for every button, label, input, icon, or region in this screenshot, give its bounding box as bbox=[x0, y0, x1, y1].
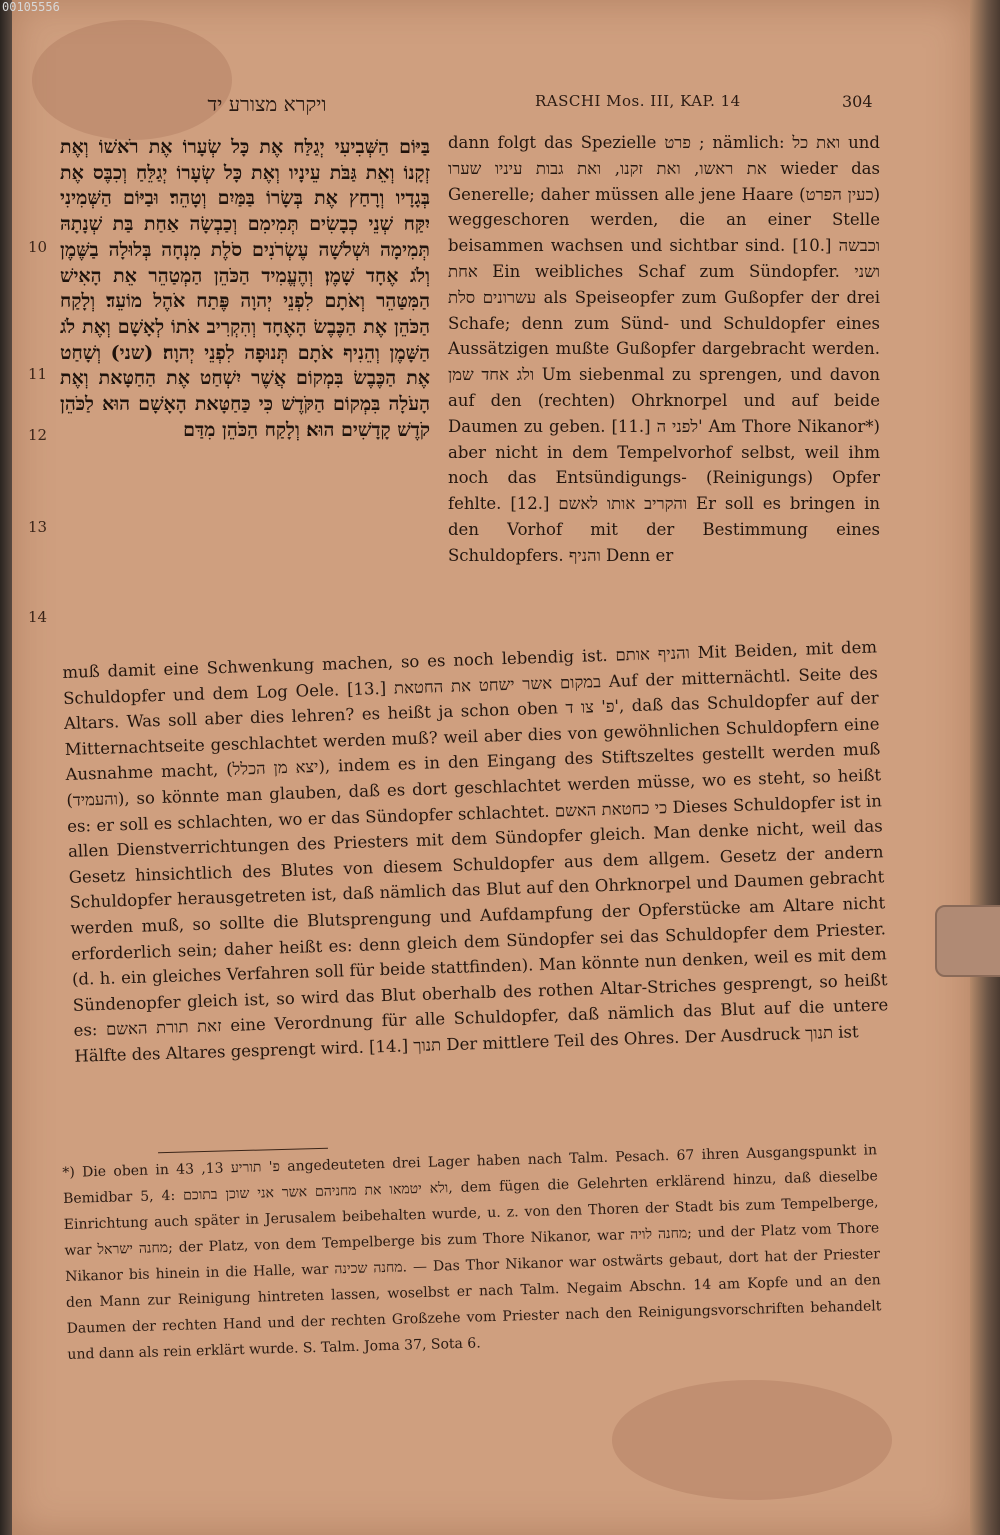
footnote: *) Die oben in פ' תוריע 13, 43 angedeuteten drei Lager haben nach Talm. Pesach. 67 ihren Ausgangspunkt in Bemidbar 5, 4: ולא יטמאו את מחניהם אשר אני שוכן בתוכם, dem fügen die Gelehrten erklärend hinzu, daß dieselbe Einrichtung auch später in Jerusalem beibehalten wurde, u. z. von den Thoren der Stadt bis zum Tempelberge, war מחנה ישראל; der Platz, von dem Tempelberge bis zum Thore Nikanor, war מחנה לויה; und der Platz vom Thore Nikanor bis hinein in die Halle, war מחנה שכינה. — Das Thor Nikanor war ostwärts gebaut, dort hat der Priester den Mann zur Reinigung hintreten lassen, woselbst er nach Talm. Negaim Abschn. 14 am Kopfe und an den Daumen der rechten Hand und der rechten Großzehe vom Priester nach den Reinigungsvorschriften behandelt und dann als rein erklärt wurde. S. Talm. Joma 37, Sota 6. bbox=[62, 1142, 882, 1363]
verse-number: 11 bbox=[28, 365, 48, 383]
commentary-continued: muß damit eine Schwenkung machen, so es noch lebendig ist. והניף אותם Mit Beiden, mit dem Schuldopfer und dem Log Oele. [13.] במקום אשר ישחט את החטאת Auf der mitternächtl. Seite des Altars. Was soll aber dies lehren? es heißt ja schon oben פ' צו ד', daß das Schuldopfer auf der Mitternachtseite geschlachtet werden muß? weil aber dies von gewöhnlichen Schuldopfern eine Ausnahme macht, (יצא מן הכלל), indem es in den Eingang des Stiftszeltes gestellt werden muß (והעמיד), so könnte man glauben, daß es dort geschlachtet werden müsse, wo es steht, so heißt es: er soll es schlachten, wo er das Sündopfer schlachtet. כי כחטאת האשם Dieses Schuldopfer ist in allen Dienstverrichtungen des Priesters mit dem Sündopfer gleich. Man denke nicht, weil das Gesetz hinsichtlich des Blutes von diesem Schuldopfer aus dem allgem. Gesetz der andern Schuldopfer herausgetreten ist, daß nämlich das Blut auf den Ohrknorpel und Daumen gebracht werden muß, so sollte die Blutsprengung und Aufdampfung der Opferstücke am Altare nicht erforderlich sein; daher heißt es: denn gleich dem Sündopfer sei das Schuldopfer dem Priester. (d. h. ein gleiches Verfahren soll für beide stattfinden). Man könnte nun denken, weil es mit dem Sündenopfer gleich ist, so wird das Blut oberhalb des rothen Altar-Striches gesprengt, so heißt es: זאת תורת האשם eine Verordnung für alle Schuldopfer, daß nämlich das Blut auf die untere Hälfte des Altares gesprengt wird. [14.] תנוך Der mittlere Teil des Ohres. Der Ausdruck תנוך ist bbox=[62, 637, 889, 1066]
verse-number: 13 bbox=[28, 518, 48, 536]
commentary-column: dann folgt das Spezielle פרט ; nämlich: ואת כל und את ראשו, ואת זקנו, ואת גבות עיניו שערו wieder das Generelle; daher müssen alle jene Haare (כעין הפרט) weggeschoren werden, die an einer Stelle beisammen wachsen und sichtbar sind. [10.] וכבשה אחת Ein weibliches Schaf zum Sündopfer. ושני עשרונים סלת als Speiseopfer zum Gußopfer der drei Schafe; denn zum Sünd- und Schuldopfer eines Aussätzigen mußte Gußopfer dargebracht werden. ולג אחד שמן Um siebenmal zu sprengen, und davon auf den (rechten) Ohrknorpel und auf beide Daumen zu geben. [11.] לפני ה' Am Thore Nikanor*) aber nicht in dem Tempelvorhof selbst, weil ihm noch das Entsündigungs- (Reinigungs) Opfer fehlte. [12.] והקריב אותו לאשם Er soll es bringen in den Vorhof mit der Bestimmung eines Schuldopfers. והניף Denn er bbox=[448, 133, 881, 565]
catalog-id: 00105556 bbox=[2, 0, 60, 14]
thumb-index-tab[interactable] bbox=[935, 905, 1000, 977]
page-stain bbox=[612, 1380, 892, 1500]
verse-number: 12 bbox=[28, 426, 48, 444]
page-number: 304 bbox=[842, 92, 873, 111]
hebrew-scripture-text: בַּיּוֹם הַשְּׁבִיעִי יְגַלַּח אֶת כָּל שְׂעָרוֹ אֶת רֹאשׁוֹ וְאֶת זְקָנוֹ וְאֵת גַּבֹּת עֵינָיו וְאֶת כָּל שְׂעָרוֹ יְגַלֵּחַ וְכִבֶּס אֶת בְּגָדָיו וְרָחַץ אֶת בְּשָׂרוֹ בַּמַּיִם וְטָהֵר׃ וּבַיּוֹם הַשְּׁמִינִי יִקַּח שְׁנֵי כְבָשִׂים תְּמִימִם וְכַבְשָׂה אַחַת בַּת שְׁנָתָהּ תְּמִימָה וּשְׁלֹשָׁה עֶשְׂרֹנִים סֹלֶת מִנְחָה בְּלוּלָה בַשֶּׁמֶן וְלֹג אֶחָד שָׁמֶן׃ וְהֶעֱמִיד הַכֹּהֵן הַמְטַהֵר אֵת הָאִישׁ הַמִּטַּהֵר וְאֹתָם לִפְנֵי יְהוָה פֶּתַח אֹהֶל מוֹעֵד׃ וְלָקַח הַכֹּהֵן אֶת הַכֶּבֶשׂ הָאֶחָד וְהִקְרִיב אֹתוֹ לְאָשָׁם וְאֶת לֹג הַשָּׁמֶן וְהֵנִיף אֹתָם תְּנוּפָה לִפְנֵי יְהוָה׃ (שני) וְשָׁחַט אֶת הַכֶּבֶשׂ בִּמְקוֹם אֲשֶׁר יִשְׁחַט אֶת הַחַטָּאת וְאֶת הָעֹלָה בִּמְקוֹם הַקֹּדֶשׁ כִּי כַּחַטָּאת הָאָשָׁם הוּא לַכֹּהֵן קֹדֶשׁ קָדָשִׁים הוּא׃ וְלָקַח הַכֹּהֵן מִדַּם bbox=[60, 136, 430, 441]
hebrew-running-head: ויקרא מצורע יד bbox=[207, 92, 327, 116]
page-stain bbox=[32, 20, 232, 140]
running-title: RASCHI Mos. III, KAP. 14 bbox=[535, 92, 741, 110]
verse-number: 14 bbox=[28, 608, 48, 626]
binding-shadow bbox=[0, 0, 12, 1535]
page-edge bbox=[970, 0, 1000, 1535]
verse-number: 10 bbox=[28, 238, 48, 256]
